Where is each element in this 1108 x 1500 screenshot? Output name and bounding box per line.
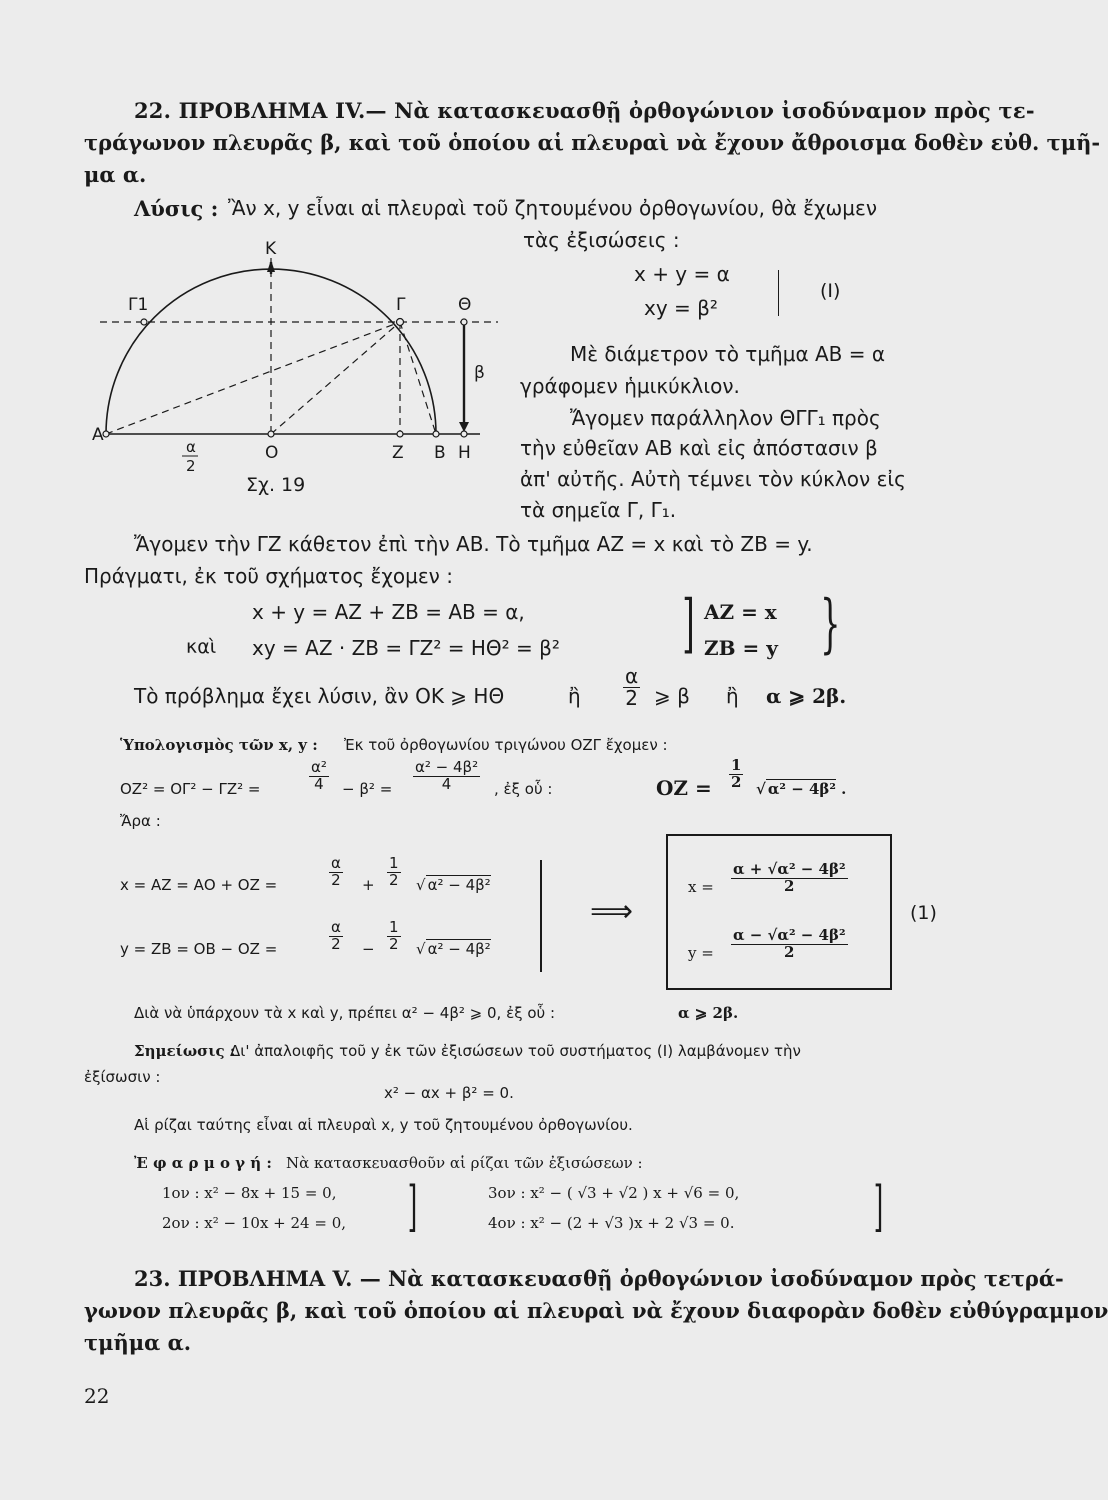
quadratic-equation: x² − αx + β² = 0. [384, 1084, 514, 1102]
figure-caption: Σχ. 19 [246, 474, 306, 496]
condition-or-2: ἢ [726, 684, 739, 708]
proof-and: καὶ [186, 636, 217, 658]
exercise-brace-2: ] [873, 1175, 884, 1238]
calc-intro: Ἐκ τοῦ ὀρθογωνίου τριγώνου ΟΖΓ ἔχομεν : [344, 736, 668, 754]
condition-beta: ⩾ β [654, 684, 690, 708]
label-beta: β [474, 363, 485, 383]
condition-or-1: ἢ [568, 684, 581, 708]
label-h: Η [458, 443, 471, 463]
proof-product: xy = ΑΖ · ΖΒ = ΓΖ² = ΗΘ² = β² [252, 636, 560, 660]
construction-1: Μὲ διάμετρον τὸ τμῆμα ΑΒ = α [570, 342, 886, 366]
condition-text: Τὸ πρόβλημα ἔχει λύσιν, ἂν ΟΚ ⩾ ΗΘ [134, 684, 505, 708]
exercise-4: 4ον : x² − (2 + √3 )x + 2 √3 = 0. [488, 1214, 735, 1232]
text-indeed: Πράγματι, ἐκ τοῦ σχήματος ἔχομεν : [84, 564, 453, 588]
exercise-brace-1: ] [407, 1175, 418, 1238]
semicircle-arc [106, 269, 436, 434]
application-label: Ἐ φ α ρ μ ο γ ή : [134, 1154, 272, 1172]
geometric-figure [88, 238, 508, 503]
exercise-1: 1ον : x² − 8x + 15 = 0, [162, 1184, 337, 1202]
y-lhs: y = ΖΒ = ΟΒ − ΟΖ = [120, 940, 278, 958]
problem-22-heading: 22. ΠΡΟΒΛΗΜΑ IV.— Νὰ κατασκευασθῇ ὀρθογώνιον ἰσοδύναμον πρὸς τε- [134, 98, 1035, 123]
application-text: Νὰ κατασκευασθοῦν αἱ ρίζαι τῶν ἐξισώσεων : [286, 1154, 643, 1172]
existence-condition: Διὰ νὰ ὑπάρχουν τὰ x καὶ y, πρέπει α² − 4β² ⩾ 0, ἐξ οὗ : [134, 1004, 556, 1022]
brace-right: } [820, 587, 841, 661]
point-z [397, 431, 403, 437]
calc-oz-rhs: ΟΖ = [656, 776, 712, 800]
calc-mid: − β² = [342, 780, 393, 798]
chord-ag [106, 322, 400, 434]
calc-radical-1: √ α² − 4β² . [756, 780, 847, 798]
text-perpendicular: Ἄγομεν τὴν ΓΖ κάθετον ἐπὶ τὴν ΑΒ. Τὸ τμῆμα ΑΖ = x καὶ τὸ ΖΒ = y. [134, 532, 813, 556]
label-g: Γ [396, 295, 406, 315]
solution-label: Λύσις : [134, 196, 219, 221]
point-g1 [141, 319, 147, 325]
calc-frac-2: $\frac{\text{α² − 4β²}}{4}$ [415, 758, 479, 793]
existence-result: α ⩾ 2β. [678, 1004, 739, 1022]
construction-5: ἀπ' αὐτῆς. Αὐτὴ τέμνει τὸν κύκλον εἰς [520, 467, 906, 491]
solution-text-1: Ἂν x, y εἶναι αἱ πλευραὶ τοῦ ζητουμένου ὀρθογωνίου, θὰ ἔχωμεν [228, 196, 877, 220]
equation-product: xy = β² [644, 296, 718, 320]
point-g [397, 319, 404, 326]
problem-23-text-line3: τμῆμα α. [84, 1330, 192, 1355]
calc-therefore: Ἄρα : [120, 812, 161, 830]
equation-number-1: (1) [910, 902, 937, 924]
y-half: $\frac{\alpha}{2}$ [331, 918, 341, 953]
remark-label: Σημείωσις : [134, 1042, 236, 1060]
solution-text-2: τὰς ἐξισώσεις : [523, 228, 680, 252]
x-plus: + [362, 876, 375, 894]
equation-number-I: (I) [820, 280, 841, 302]
construction-3: Ἄγομεν παράλληλον ΘΓΓ₁ πρὸς [570, 406, 881, 430]
x-lhs: x = ΑΖ = ΑΟ + ΟΖ = [120, 876, 278, 894]
point-h [461, 431, 467, 437]
boxed-y-label: y = [688, 944, 714, 962]
page-number: 22 [84, 1384, 110, 1408]
x-half: $\frac{\alpha}{2}$ [331, 854, 341, 889]
radius-og [271, 322, 400, 434]
calc-frac-3: $\frac{1}{2}$ [731, 756, 742, 791]
label-b: Β [434, 443, 446, 463]
roots-text: Αἱ ρίζαι ταύτης εἶναι αἱ πλευραὶ x, y τοῦ ζητουμένου ὀρθογωνίου. [134, 1116, 633, 1134]
y-minus: − [362, 940, 375, 958]
problem-22-text-line2: τράγωνον πλευρᾶς β, καὶ τοῦ ὁποίου αἱ πλευραὶ νὰ ἔχουν ἄθροισμα δοθὲν εὐθ. τμῆ- [84, 130, 1101, 155]
y-radical: √ α² − 4β² [416, 940, 491, 958]
point-a [103, 431, 109, 437]
remark-text-2: ἐξίσωσιν : [84, 1068, 161, 1086]
boxed-y-fraction: $\frac{\text{α − √α² − 4β²}}{2}$ [733, 926, 846, 961]
remark-text: Δι' ἀπαλοιφῆς τοῦ y ἐκ τῶν ἐξισώσεων τοῦ συστήματος (I) λαμβάνομεν τὴν [230, 1042, 801, 1060]
calc-ex: , ἐξ οὗ : [494, 780, 553, 798]
calc-oz-lhs: ΟΖ² = ΟΓ² − ΓΖ² = [120, 780, 261, 798]
result-zb: ΖΒ = y [704, 636, 778, 660]
x-one-half: $\frac{1}{2}$ [389, 854, 399, 889]
equation-sum: x + y = α [634, 262, 730, 286]
label-z: Ζ [392, 443, 404, 463]
problem-23-text-line2: γωνον πλευρᾶς β, καὶ τοῦ ὁποίου αἱ πλευραὶ νὰ ἔχουν διαφορὰν δοθὲν εὐθύγραμμον [84, 1298, 1108, 1323]
calc-label: Ὑπολογισμὸς τῶν x, y : [120, 736, 318, 754]
proof-sum: x + y = ΑΖ + ΖΒ = ΑΒ = α, [252, 600, 525, 624]
result-box [666, 834, 892, 990]
boxed-x-label: x = [688, 878, 714, 896]
implies-arrow: ⟹ [590, 894, 634, 929]
label-half-num: α [186, 438, 196, 456]
chord-gb [400, 322, 436, 434]
system-bracket [778, 270, 779, 316]
condition-fraction: $\frac{\alpha}{2}$ [625, 664, 639, 710]
exercise-2: 2ον : x² − 10x + 24 = 0, [162, 1214, 347, 1232]
label-half-den: 2 [186, 457, 196, 475]
y-one-half: $\frac{1}{2}$ [389, 918, 399, 953]
label-k: K [265, 239, 277, 259]
calc-frac-1: $\frac{\text{α²}}{4}$ [311, 758, 327, 793]
problem-22-text-line3: μα α. [84, 162, 147, 187]
condition-final: α ⩾ 2β. [766, 684, 847, 708]
construction-2: γράφομεν ἡμικύκλιον. [520, 374, 740, 398]
label-theta: Θ [458, 295, 472, 315]
point-o [268, 431, 274, 437]
label-g1: Γ1 [128, 295, 149, 315]
brace-left: ] [682, 587, 695, 661]
label-o: Ο [265, 443, 279, 463]
point-b [433, 431, 439, 437]
system-brace [540, 860, 542, 972]
point-theta [461, 319, 467, 325]
label-a: Α [92, 425, 104, 445]
construction-6: τὰ σημεῖα Γ, Γ₁. [520, 498, 677, 522]
exercise-3: 3ον : x² − ( √3 + √2 ) x + √6 = 0, [488, 1184, 740, 1202]
problem-23-heading: 23. ΠΡΟΒΛΗΜΑ V. — Νὰ κατασκευασθῇ ὀρθογώνιον ἰσοδύναμον πρὸς τετρά- [134, 1266, 1064, 1291]
boxed-x-fraction: $\frac{\text{α + √α² − 4β²}}{2}$ [733, 860, 846, 895]
arrowhead-k [267, 260, 275, 272]
x-radical: √ α² − 4β² [416, 876, 491, 894]
result-az: ΑΖ = x [704, 600, 777, 624]
construction-4: τὴν εὐθεῖαν ΑΒ καὶ εἰς ἀπόστασιν β [520, 436, 878, 460]
